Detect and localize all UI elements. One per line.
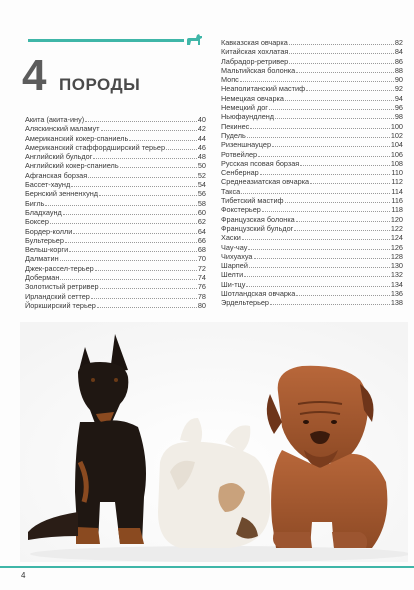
- toc-entry[interactable]: [221, 205, 403, 214]
- toc-leader-dots: [270, 298, 390, 305]
- toc-entry-page: 126: [390, 242, 403, 252]
- toc-leader-dots: [246, 280, 389, 287]
- toc-leader-dots: [65, 236, 197, 243]
- toc-entry-title: Русская псовая борзая: [221, 158, 300, 168]
- toc-entry-page: 56: [197, 189, 206, 199]
- toc-entry[interactable]: [25, 217, 206, 226]
- toc-leader-dots: [289, 47, 394, 54]
- toc-entry-page: 86: [394, 56, 403, 66]
- toc-entry-title: Бордер-колли: [25, 226, 73, 236]
- toc-list-left: [25, 115, 206, 310]
- toc-leader-dots: [85, 115, 197, 122]
- toc-entry[interactable]: [25, 171, 206, 180]
- toc-entry-title: Ирландский сеттер: [25, 291, 90, 301]
- toc-leader-dots: [289, 57, 394, 64]
- toc-entry-page: 110: [391, 168, 403, 178]
- toc-entry[interactable]: [221, 215, 403, 224]
- toc-entry-title: Тибетский мастиф: [221, 196, 284, 206]
- toc-entry-page: 124: [390, 233, 403, 243]
- toc-leader-dots: [285, 94, 394, 101]
- toc-entry-page: 88: [394, 65, 403, 75]
- toc-entry-page: 76: [197, 282, 206, 292]
- toc-entry[interactable]: [221, 131, 403, 140]
- toc-entry[interactable]: [221, 150, 403, 159]
- toc-entry-title: Чихуахуа: [221, 251, 253, 261]
- toc-leader-dots: [93, 152, 197, 159]
- toc-entry-page: 112: [391, 177, 403, 187]
- toc-leader-dots: [73, 227, 197, 234]
- toc-leader-dots: [120, 161, 197, 168]
- toc-entry-title: Лабрадор-ретривер: [221, 56, 289, 66]
- toc-entry-page: 84: [394, 47, 403, 57]
- toc-entry[interactable]: [221, 252, 403, 261]
- toc-entry-title: Аляскинский маламут: [25, 124, 100, 134]
- toc-entry-title: Ши-тцу: [221, 279, 246, 289]
- toc-entry-page: 130: [390, 261, 403, 271]
- toc-entry[interactable]: [25, 208, 206, 217]
- toc-entry-title: Пудель: [221, 130, 246, 140]
- toc-entry[interactable]: [25, 236, 206, 245]
- toc-entry[interactable]: [221, 159, 403, 168]
- toc-entry-title: Ризеншнауцер: [221, 140, 272, 150]
- footer-rule: [0, 566, 414, 568]
- toc-entry-title: Пекинес: [221, 121, 250, 131]
- toc-entry-title: Неаполитанский мастиф: [221, 84, 306, 94]
- dogs-photo: [20, 322, 408, 562]
- toc-entry-title: Бультерьер: [25, 235, 64, 245]
- toc-entry-title: Хаски: [221, 233, 241, 243]
- toc-entry-page: 128: [390, 251, 403, 261]
- toc-leader-dots: [88, 171, 197, 178]
- toc-entry[interactable]: [221, 177, 403, 186]
- toc-entry-title: Мальтийская болонка: [221, 65, 296, 75]
- toc-entry-title: Американский кокер-спаниель: [25, 133, 129, 143]
- toc-entry-title: Французская болонка: [221, 214, 295, 224]
- toc-leader-dots: [300, 159, 390, 166]
- toc-leader-dots: [294, 224, 389, 231]
- toc-entry[interactable]: [25, 134, 206, 143]
- toc-entry[interactable]: [25, 282, 206, 291]
- toc-entry-title: Среднеазиатская овчарка: [221, 177, 310, 187]
- toc-entry-title: Бассет-хаунд: [25, 180, 71, 190]
- toc-entry-title: Афганская борзая: [25, 170, 88, 180]
- toc-entry[interactable]: [25, 180, 206, 189]
- toc-entry-page: 96: [394, 103, 403, 113]
- toc-leader-dots: [63, 208, 197, 215]
- toc-entry[interactable]: [221, 38, 403, 47]
- toc-entry-page: 60: [197, 207, 206, 217]
- toc-entry[interactable]: [221, 75, 403, 84]
- toc-entry[interactable]: [25, 115, 206, 124]
- toc-entry-page: 122: [390, 223, 403, 233]
- toc-entry-title: Далматин: [25, 254, 59, 264]
- toc-entry[interactable]: [25, 254, 206, 263]
- toc-entry[interactable]: [25, 199, 206, 208]
- toc-entry-page: 108: [390, 158, 403, 168]
- toc-entry-title: Фокстерьер: [221, 205, 261, 215]
- toc-entry[interactable]: [221, 103, 403, 112]
- toc-leader-dots: [258, 150, 390, 157]
- toc-entry-page: 42: [197, 124, 206, 134]
- toc-entry-title: Ротвейлер: [221, 149, 258, 159]
- toc-leader-dots: [166, 143, 197, 150]
- toc-leader-dots: [241, 187, 390, 194]
- toc-leader-dots: [99, 189, 197, 196]
- toc-entry-page: 72: [197, 263, 206, 273]
- chapter-number: 4: [22, 51, 47, 100]
- toc-leader-dots: [306, 84, 394, 91]
- toc-entry-page: 120: [390, 214, 403, 224]
- toc-leader-dots: [250, 122, 390, 129]
- toc-entry-page: 100: [390, 121, 403, 131]
- toc-entry-title: Немецкая овчарка: [221, 93, 284, 103]
- toc-entry[interactable]: [221, 261, 403, 270]
- chapter-title: ПОРОДЫ: [59, 75, 141, 94]
- toc-entry-page: 102: [390, 130, 403, 140]
- toc-entry-page: 52: [197, 170, 206, 180]
- toc-entry[interactable]: [221, 243, 403, 252]
- toc-entry-title: Золотистый ретривер: [25, 282, 99, 292]
- toc-entry[interactable]: [221, 122, 403, 131]
- toc-entry-page: 78: [197, 291, 206, 301]
- toc-entry[interactable]: [221, 47, 403, 56]
- toc-entry[interactable]: [221, 270, 403, 279]
- toc-entry-page: 138: [390, 298, 403, 308]
- toc-entry-page: 98: [394, 112, 403, 122]
- toc-leader-dots: [310, 177, 390, 184]
- toc-entry-title: Чау-чау: [221, 242, 248, 252]
- toc-entry[interactable]: [25, 273, 206, 282]
- toc-entry-title: Ньюфаундленд: [221, 112, 275, 122]
- toc-entry-title: Мопс: [221, 75, 239, 85]
- toc-entry-page: 62: [197, 217, 206, 227]
- toc-entry-title: Шелти: [221, 270, 244, 280]
- toc-entry-title: Эрдельтерьер: [221, 298, 269, 308]
- toc-entry-title: Немецкий дог: [221, 103, 268, 113]
- toc-leader-dots: [242, 233, 390, 240]
- toc-leader-dots: [248, 243, 389, 250]
- toc-entry-page: 68: [197, 245, 206, 255]
- toc-entry[interactable]: [221, 233, 403, 242]
- toc-leader-dots: [296, 215, 390, 222]
- toc-entry-page: 136: [390, 289, 403, 299]
- toc-leader-dots: [95, 264, 197, 271]
- toc-leader-dots: [247, 131, 390, 138]
- toc-leader-dots: [296, 289, 389, 296]
- toc-entry[interactable]: [25, 143, 206, 152]
- toc-entry-page: 48: [197, 152, 206, 162]
- toc-entry-page: 66: [197, 235, 206, 245]
- toc-entry[interactable]: [25, 245, 206, 254]
- toc-entry-title: Французский бульдог: [221, 223, 294, 233]
- toc-entry-title: Шарпей: [221, 261, 248, 271]
- toc-leader-dots: [244, 270, 390, 277]
- toc-entry[interactable]: [221, 298, 403, 307]
- toc-leader-dots: [296, 66, 394, 73]
- toc-entry-title: Йоркширский терьер: [25, 300, 96, 310]
- toc-leader-dots: [45, 199, 196, 206]
- toc-entry-title: Джек-рассел-терьер: [25, 263, 94, 273]
- toc-entry-title: Бигль: [25, 198, 45, 208]
- toc-entry-title: Боксер: [25, 217, 49, 227]
- toc-entry[interactable]: [221, 187, 403, 196]
- toc-entry-title: Бладхаунд: [25, 207, 62, 217]
- toc-entry-title: Английский бульдог: [25, 152, 93, 162]
- toc-entry-page: 44: [197, 133, 206, 143]
- toc-entry-page: 64: [197, 226, 206, 236]
- toc-entry-title: Сенбернар: [221, 168, 259, 178]
- toc-entry-title: Такса: [221, 186, 241, 196]
- toc-entry-title: Английский кокер-спаниель: [25, 161, 119, 171]
- toc-entry[interactable]: [25, 189, 206, 198]
- toc-leader-dots: [262, 205, 391, 212]
- toc-entry[interactable]: [25, 301, 206, 310]
- toc-entry-title: Бернский зенненхунд: [25, 189, 99, 199]
- toc-entry-title: Акита (акита-ину): [25, 115, 85, 124]
- toc-leader-dots: [100, 282, 197, 289]
- toc-entry-page: 114: [391, 186, 403, 196]
- toc-entry[interactable]: [25, 227, 206, 236]
- toc-entry-title: Шотландская овчарка: [221, 289, 296, 299]
- toc-leader-dots: [289, 38, 394, 45]
- toc-leader-dots: [275, 112, 394, 119]
- toc-list-right: [221, 38, 403, 308]
- toc-entry[interactable]: [221, 140, 403, 149]
- toc-entry-page: 106: [390, 149, 403, 159]
- toc-entry[interactable]: [221, 196, 403, 205]
- toc-leader-dots: [97, 301, 197, 308]
- toc-entry-title: Доберман: [25, 273, 60, 283]
- toc-entry-page: 90: [394, 75, 403, 85]
- toc-leader-dots: [60, 254, 197, 261]
- toc-entry-title: Вельш-корги: [25, 245, 69, 255]
- toc-entry[interactable]: [25, 124, 206, 133]
- toc-entry-page: 92: [394, 84, 403, 94]
- toc-entry-page: 134: [390, 279, 403, 289]
- toc-leader-dots: [91, 292, 197, 299]
- toc-entry[interactable]: [25, 161, 206, 170]
- toc-entry[interactable]: [25, 152, 206, 161]
- toc-entry-page: 54: [197, 180, 206, 190]
- toc-leader-dots: [272, 140, 390, 147]
- toc-entry[interactable]: [221, 280, 403, 289]
- toc-entry-page: 50: [197, 161, 206, 171]
- toc-leader-dots: [69, 245, 197, 252]
- toc-entry[interactable]: [221, 112, 403, 121]
- toc-entry-page: 132: [390, 270, 403, 280]
- toc-entry-title: Кавказская овчарка: [221, 38, 288, 47]
- page-number: 4: [21, 571, 26, 580]
- toc-leader-dots: [254, 252, 390, 259]
- toc-entry[interactable]: [221, 94, 403, 103]
- toc-leader-dots: [240, 75, 394, 82]
- dog-silhouette-icon: [184, 32, 204, 48]
- toc-leader-dots: [249, 261, 390, 268]
- toc-entry[interactable]: [25, 292, 206, 301]
- toc-entry-page: 74: [197, 273, 206, 283]
- toc-entry-title: Китайская хохлатая: [221, 47, 289, 57]
- toc-entry[interactable]: [221, 84, 403, 93]
- header-rule: [28, 39, 184, 42]
- toc-entry[interactable]: [221, 57, 403, 66]
- toc-entry-page: 116: [391, 196, 403, 206]
- toc-entry-title: Американский стаффордширский терьер: [25, 142, 166, 152]
- toc-entry[interactable]: [221, 224, 403, 233]
- toc-entry[interactable]: [221, 289, 403, 298]
- toc-entry-page: 70: [197, 254, 206, 264]
- toc-entry[interactable]: [221, 66, 403, 75]
- toc-entry-page: 46: [197, 142, 206, 152]
- toc-leader-dots: [50, 217, 197, 224]
- toc-entry-page: 82: [394, 38, 403, 47]
- toc-entry-page: 58: [197, 198, 206, 208]
- toc-entry[interactable]: [25, 264, 206, 273]
- toc-entry-page: 94: [394, 93, 403, 103]
- toc-leader-dots: [101, 124, 197, 131]
- toc-leader-dots: [260, 168, 391, 175]
- toc-leader-dots: [71, 180, 197, 187]
- toc-leader-dots: [60, 273, 196, 280]
- toc-leader-dots: [129, 134, 197, 141]
- toc-leader-dots: [269, 103, 394, 110]
- toc-entry-page: 40: [197, 115, 206, 124]
- toc-entry-page: 104: [390, 140, 403, 150]
- toc-entry[interactable]: [221, 168, 403, 177]
- toc-entry-page: 118: [391, 205, 403, 215]
- toc-entry-page: 80: [197, 300, 206, 310]
- toc-leader-dots: [285, 196, 391, 203]
